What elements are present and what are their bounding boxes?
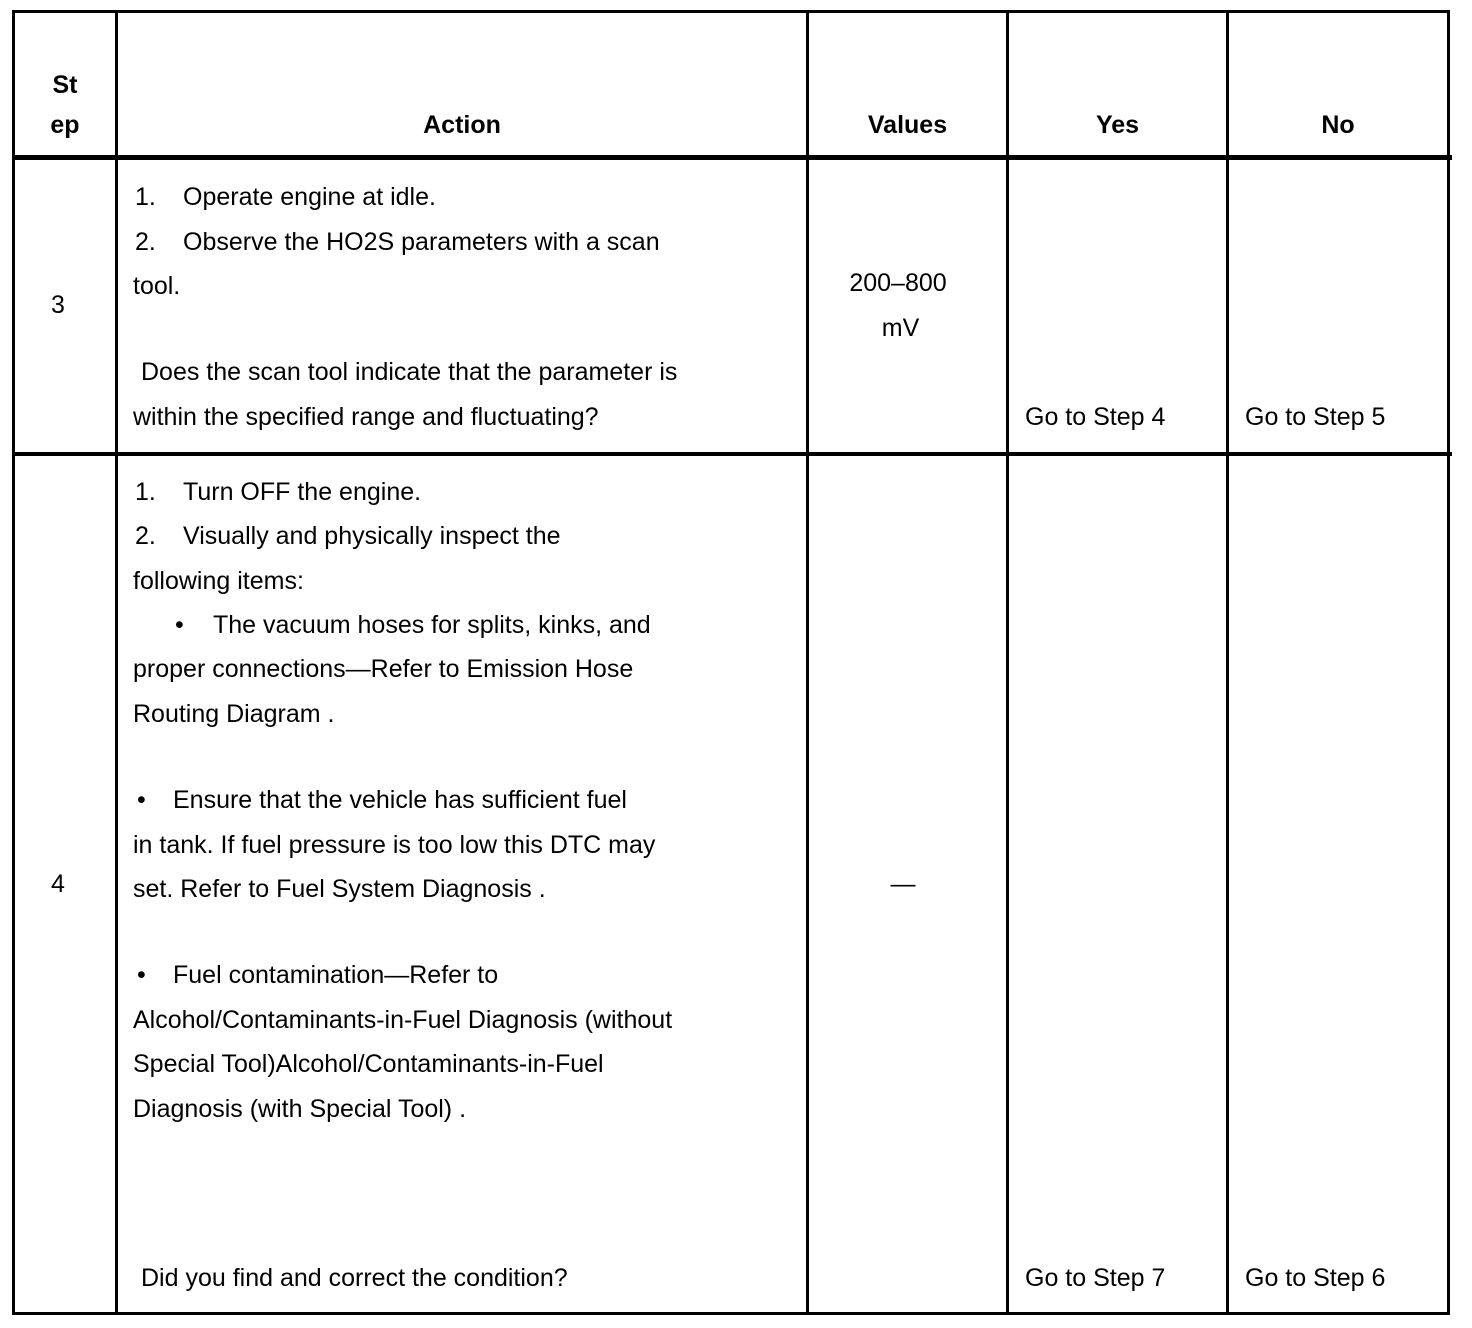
header-step-line2: ep	[50, 111, 80, 139]
action-list-item-2	[135, 220, 660, 265]
list-number: 1.	[135, 478, 156, 506]
col-divider-yes-no	[1226, 10, 1229, 1315]
action-list-item-2-cont: tool.	[133, 272, 181, 300]
header-step-line1: St	[52, 71, 78, 99]
action-list-item-1	[135, 175, 436, 220]
values-cell: —	[890, 870, 916, 898]
action-question-line-1: Does the scan tool indicate that the parameter is	[141, 358, 678, 386]
bullet-3-line-4: Diagnosis (with Special Tool) .	[133, 1095, 467, 1123]
header-no: No	[1321, 111, 1355, 139]
table-bottom-border	[12, 1312, 1450, 1315]
action-question: Did you find and correct the condition?	[141, 1264, 568, 1292]
yes-cell: Go to Step 7	[1025, 1264, 1166, 1292]
list-number: 2.	[135, 228, 156, 256]
bullet-3-line-2: Alcohol/Contaminants-in-Fuel Diagnosis (without	[133, 1006, 673, 1034]
bullet-icon: •	[137, 786, 146, 814]
bullet-text: Fuel contamination—Refer to	[173, 961, 499, 989]
bullet-1-line-3: Routing Diagram .	[133, 700, 335, 728]
no-cell: Go to Step 5	[1245, 403, 1386, 431]
bullet-2-line-3: set. Refer to Fuel System Diagnosis .	[133, 875, 546, 903]
action-list-item-1	[135, 470, 421, 515]
bullet-3-line-3: Special Tool)Alcohol/Contaminants-in-Fuel	[133, 1050, 604, 1078]
row-3-bottom-border	[12, 452, 1452, 456]
col-divider-values-yes	[1006, 10, 1009, 1315]
yes-cell: Go to Step 4	[1025, 403, 1166, 431]
step-number: 4	[51, 870, 65, 898]
list-text: Observe the HO2S parameters with a scan	[183, 228, 660, 256]
bullet-icon: •	[137, 961, 146, 989]
list-number: 2.	[135, 522, 156, 550]
values-line-2: mV	[881, 314, 920, 342]
action-question-line-2: within the specified range and fluctuating?	[133, 403, 599, 431]
list-text: Visually and physically inspect the	[183, 522, 561, 550]
col-divider-action-values	[806, 10, 809, 1315]
header-bottom-border	[12, 155, 1452, 160]
step-number: 3	[51, 291, 65, 319]
bullet-1-line-1	[175, 603, 651, 648]
bullet-icon: •	[175, 611, 184, 639]
table-left-border	[12, 10, 15, 1315]
bullet-2-line-1	[137, 778, 627, 823]
bullet-1-line-2: proper connections—Refer to Emission Hose	[133, 655, 634, 683]
table-right-border	[1447, 10, 1450, 1315]
header-values: Values	[867, 111, 948, 139]
table-top-border	[12, 10, 1450, 13]
bullet-2-line-2: in tank. If fuel pressure is too low this DTC may	[133, 831, 656, 859]
list-text: Turn OFF the engine.	[183, 478, 422, 506]
col-divider-step-action	[115, 10, 118, 1315]
header-yes: Yes	[1095, 111, 1140, 139]
bullet-text: The vacuum hoses for splits, kinks, and	[213, 611, 651, 639]
action-list-item-2	[135, 514, 561, 559]
header-step	[15, 65, 115, 145]
header-action: Action	[423, 111, 501, 139]
list-text: Operate engine at idle.	[183, 183, 436, 211]
list-number: 1.	[135, 183, 156, 211]
values-line-1: 200–800	[849, 269, 947, 297]
bullet-text: Ensure that the vehicle has sufficient fuel	[173, 786, 627, 814]
no-cell: Go to Step 6	[1245, 1264, 1386, 1292]
action-list-item-2-cont: following items:	[133, 567, 304, 595]
bullet-3-line-1	[137, 953, 498, 998]
